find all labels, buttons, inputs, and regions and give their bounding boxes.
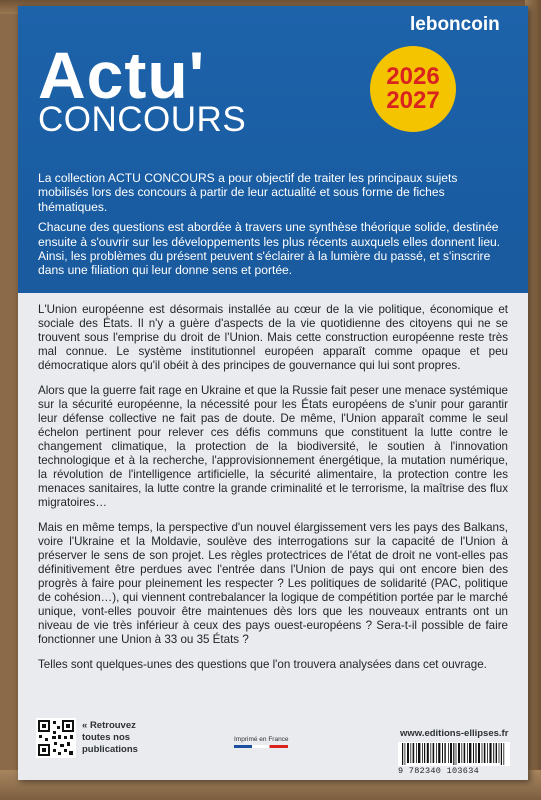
book-back-cover: [18, 6, 528, 780]
retrouvez-line: publications: [82, 744, 138, 755]
body-paragraph: Mais en même temps, la perspective d'un nouvel élargissement vers les pays des Balkans, voire l'Ukraine et la Moldavie, soulève des interrogations sur la capacité de l'Union à préserver le sens de son projet. Les règles protectrices de l'état de droit ne vont-elles pas définitivement être perdues avec l'entrée dans l'Union de pays qui ont encore bien des progrès à faire pour pleinement les respecter ? Les politiques de solidarité (PAC, politique de cohésion…), qui viennent contrebalancer la logique de compétition portée par le marché unique, vont-elles pouvoir être maintenues dès lors que les nouveaux entrants ont un niveau de vie très inférieur à ceux des pays ouest-européens ? Sera-t-il possible de faire fonctionner une Union à 33 ou 35 États ?: [38, 521, 508, 646]
intro-text: [38, 171, 508, 284]
retrouvez-text: [82, 720, 138, 756]
body-paragraph: L'Union européenne est désormais installée au cœur de la vie politique, économique et sociale des États. Il n'y a guère d'aspects de la vie quotidienne des citoyens qui ne se trouvent sous l'emprise du droit de l'Union. Mais cette construction européenne reste très mal connue. Le système institutionnel européen apparaît comme opaque et peu démocratique alors qu'il obéit à des principes de gouvernance qui lui sont propres.: [38, 303, 508, 372]
chevron-icon: «: [82, 720, 90, 731]
qr-code-icon: [36, 718, 76, 758]
barcode-number: 9 782340 103634: [398, 766, 480, 776]
year-bottom: 2027: [386, 87, 440, 114]
year-badge: [370, 46, 456, 132]
retrouvez-line: toutes nos: [82, 732, 131, 743]
title-concours: CONCOURS: [38, 100, 247, 139]
leboncoin-watermark: leboncoin: [410, 14, 500, 35]
printed-label: Imprimé en France: [234, 736, 289, 743]
title-actu: Actu': [38, 38, 206, 112]
footer-retrouvez: [36, 718, 138, 758]
year-top: 2026: [386, 63, 440, 90]
body-paragraph: Telles sont quelques-unes des questions que l'on trouvera analysées dans cet ouvrage.: [38, 658, 487, 671]
barcode-icon: [398, 742, 510, 766]
printed-in-france: [234, 736, 289, 748]
body-paragraph: Alors que la guerre fait rage en Ukraine et que la Russie fait peser une menace systémique sur la sécurité européenne, la nécessité pour les États européens de s'unir pour garantir leur défense collective ne fait pas de doute. De même, l'Union apparaît comme le seul échelon pertinent pour relever ces défis communs que constituent la lutte contre le changement climatique, la protection de la biodiversité, le soutien à l'innovation technologique et à la recherche, l'approvisionnement énergétique, la mutation numérique, la révolution de l'intelligence artificielle, la sécurité alimentaire, la protection contre les menaces sanitaires, la lutte contre la grande criminalité et le terrorisme, la maîtrise des flux migratoires…: [38, 384, 508, 509]
retrouvez-line: Retrouvez: [89, 720, 136, 731]
publisher-website: www.editions-ellipses.fr: [400, 728, 509, 739]
intro-paragraph: La collection ACTU CONCOURS a pour objectif de traiter les principaux sujets mobilisés lors des concours à partir de leur actualité et sous forme de fiches thématiques.: [38, 171, 458, 214]
intro-paragraph: Chacune des questions est abordée à travers une synthèse théorique solide, destinée ensuite à s'ouvrir sur les développements les plus récents auxquels elles donnent lieu. Ainsi, les problèmes du présent peuvent s'éclairer à la lumière du passé, et s'inscrire dans une filiation qui leur donne sens et portée.: [38, 220, 501, 278]
french-flag-icon: [234, 745, 288, 748]
body-text: [38, 303, 508, 683]
